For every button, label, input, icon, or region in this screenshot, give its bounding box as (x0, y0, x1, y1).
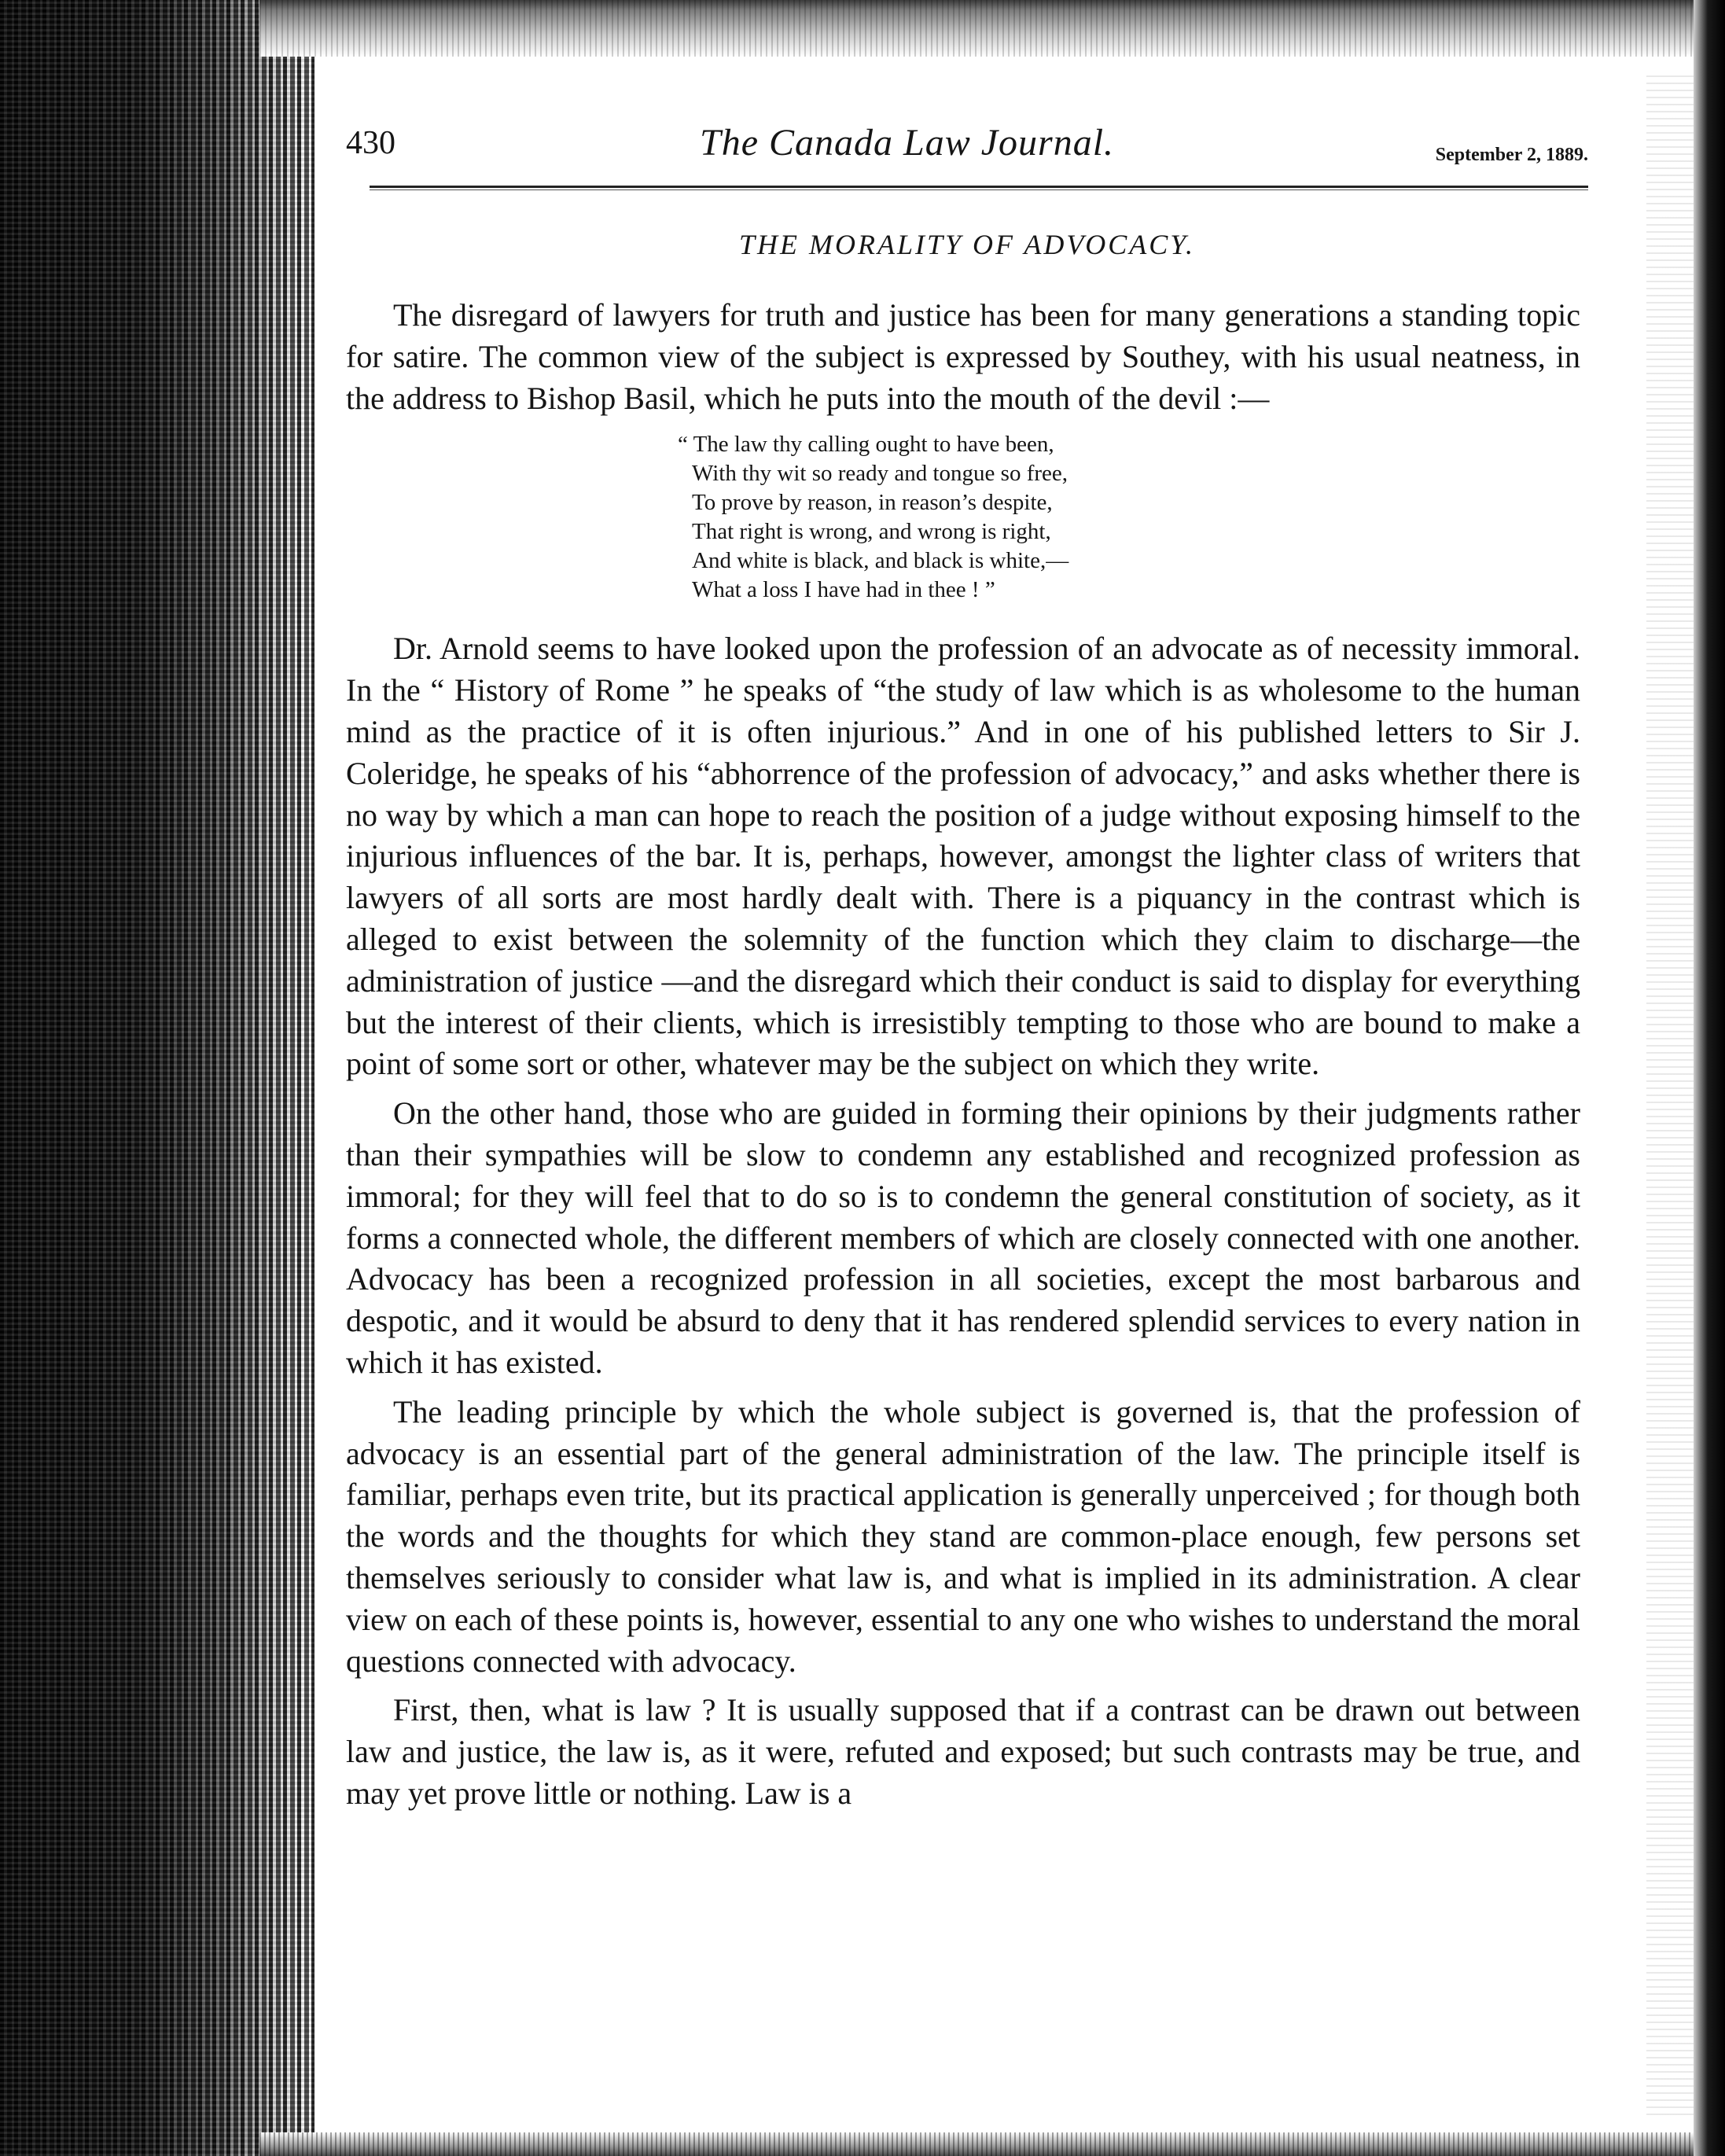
paragraph-4: The leading principle by which the whole subject is governed is, that the profession of advocacy is an essential part of the general administration of the law. The principle itself is familiar, perhaps even trite, but its practical application is generally unperceived ; for though both the words and the thoughts for which they stand are common-place enough, few persons set themselves seriously to consider what law is, and what is implied in its administration. A clear view on each of these points is, however, essential to any one who wishes to understand the moral questions connected with advocacy. (346, 1393, 1580, 1679)
paragraph-3: On the other hand, those who are guided in forming their opinions by their judgments rather than their sympathies will be slow to condemn any established and recognized profession as immoral; for they will feel that to do so is to condemn the general constitution of society, as it forms a connected whole, the different members of which are closely connected with one another. Advocacy has been a recognized profession in all societies, except the most barbarous and despotic, and it would be absurd to deny that it has rendered splendid services to every nation in which it has existed. (346, 1095, 1580, 1380)
issue-date: September 2, 1889. (1435, 145, 1588, 165)
right-scan-speckle (1646, 71, 1694, 2115)
verse-line-2: With thy wit so ready and tongue so free, (692, 461, 1068, 487)
left-binding-shadow (0, 0, 314, 2156)
verse-line-5: And white is black, and black is white,— (692, 548, 1069, 574)
paragraph-1: The disregard of lawyers for truth and justice has been for many generations a standing topic for satire. The common view of the subject is expressed by Southey, with his usual neatness, in the address to Bishop Basil, which he puts into the mouth of the devil :— (346, 297, 1580, 416)
top-scan-edge (259, 0, 1698, 57)
verse-line-6: What a loss I have had in thee ! ” (692, 577, 995, 603)
article-body (346, 295, 1580, 1823)
running-header (346, 110, 1588, 181)
page-number: 430 (346, 125, 395, 161)
paragraph-2: Dr. Arnold seems to have looked upon the profession of an advocate as of necessity immoral. In the “ History of Rome ” he speaks of “the study of law which is as wholesome to the human mind as the practice of it is often injurious.” And in one of his published letters to Sir J. Coleridge, he speaks of his “abhorrence of the profession of advocacy,” and asks whether there is no way by which a man can hope to reach the position of a judge without exposing himself to the injurious influences of the bar. It is, perhaps, however, amongst the lighter class of writers that lawyers of all sorts are most hardly dealt with. There is a piquancy in the contrast which is alleged to exist between the solemnity of the function which they claim to discharge—the administration of justice —and the disregard which their conduct is said to display for everything but the interest of their clients, which is irresistibly tempting to those who are bound to make a point of some sort or other, whatever may be the subject on which they write. (346, 631, 1580, 1082)
verse-line-3: To prove by reason, in reason’s despite, (692, 490, 1053, 516)
right-binding-shadow (1694, 0, 1725, 2156)
verse-quotation (678, 430, 1580, 605)
article-title: THE MORALITY OF ADVOCACY. (738, 229, 1195, 260)
verse-line-4: That right is wrong, and wrong is right, (692, 519, 1051, 545)
bottom-scan-edge (259, 2132, 1698, 2156)
verse-line-1: “ The law thy calling ought to have been, (678, 432, 1054, 458)
header-rule (370, 186, 1588, 190)
journal-title: The Canada Law Journal. (700, 122, 1115, 164)
paragraph-5: First, then, what is law ? It is usually supposed that if a contrast can be drawn out between law and justice, the law is, as it were, refuted and exposed; but such contrasts may be true, and may yet prove little or nothing. Law is a (346, 1692, 1580, 1811)
